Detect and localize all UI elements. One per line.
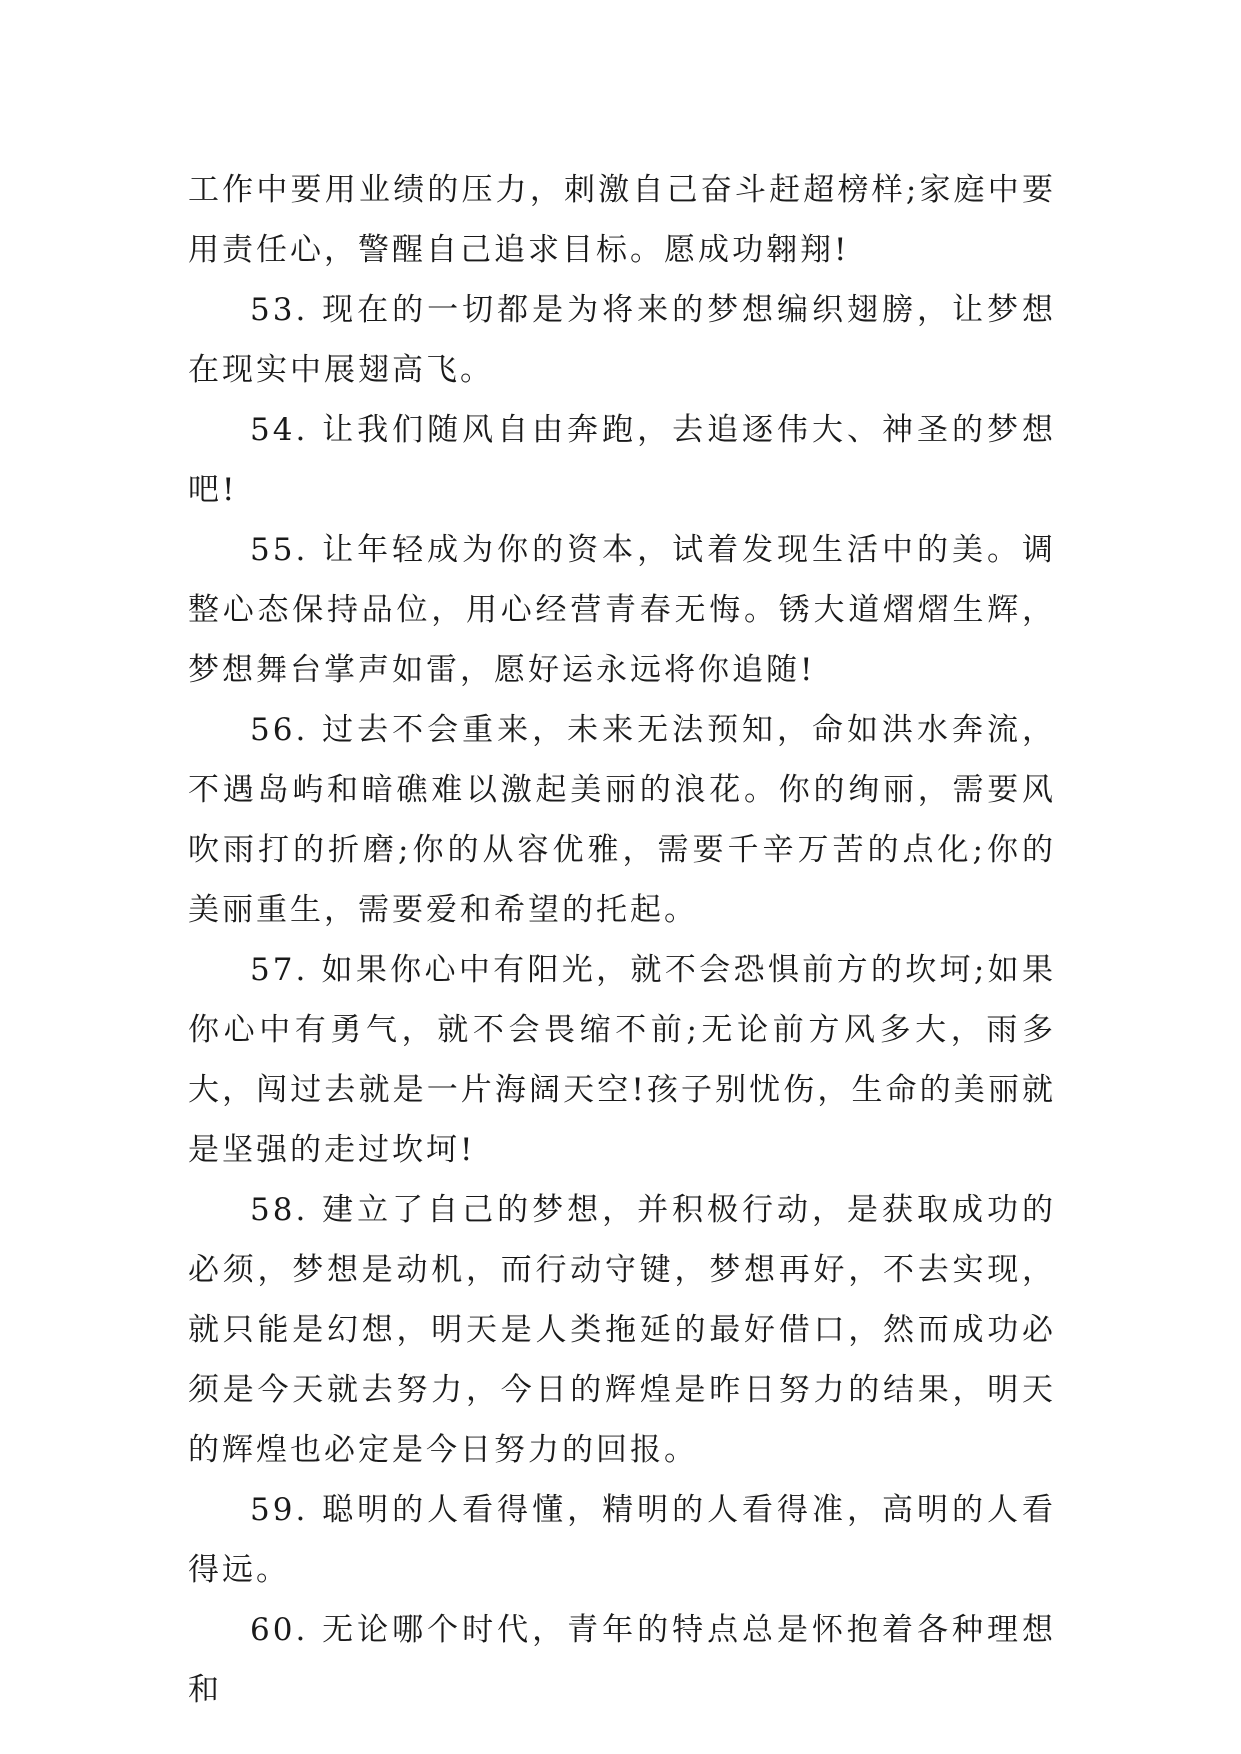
paragraph-56: 56. 过去不会重来，未来无法预知，命如洪水奔流，不遇岛屿和暗礁难以激起美丽的浪花。你的绚丽，需要风吹雨打的折磨;你的从容优雅，需要千辛万苦的点化;你的美丽重生，需要爱和希望的托起。 (188, 712, 1056, 928)
paragraph-55: 55. 让年轻成为你的资本，试着发现生活中的美。调整心态保持品位，用心经营青春无悔。锈大道熠熠生辉，梦想舞台掌声如雷，愿好运永远将你追随! (188, 532, 1056, 688)
paragraph-57: 57. 如果你心中有阳光，就不会恐惧前方的坎坷;如果你心中有勇气，就不会畏缩不前;无论前方风多大，雨多大，闯过去就是一片海阔天空!孩子别忧伤，生命的美丽就是坚强的走过坎坷! (188, 952, 1056, 1168)
document-body (188, 160, 1056, 1720)
paragraph-53: 53. 现在的一切都是为将来的梦想编织翅膀，让梦想在现实中展翅高飞。 (188, 292, 1056, 388)
paragraph-60: 60. 无论哪个时代，青年的特点总是怀抱着各种理想和 (188, 1612, 1056, 1708)
paragraph: 工作中要用业绩的压力，刺激自己奋斗赶超榜样;家庭中要用责任心，警醒自己追求目标。愿成功翱翔! (188, 172, 1056, 268)
paragraph-54: 54. 让我们随风自由奔跑，去追逐伟大、神圣的梦想吧! (188, 412, 1056, 508)
paragraph-58: 58. 建立了自己的梦想，并积极行动，是获取成功的必须，梦想是动机，而行动守键，梦想再好，不去实现，就只能是幻想，明天是人类拖延的最好借口，然而成功必须是今天就去努力，今日的辉煌是昨日努力的结果，明天的辉煌也必定是今日努力的回报。 (188, 1192, 1056, 1468)
paragraph-59: 59. 聪明的人看得懂，精明的人看得准，高明的人看得远。 (188, 1492, 1056, 1588)
